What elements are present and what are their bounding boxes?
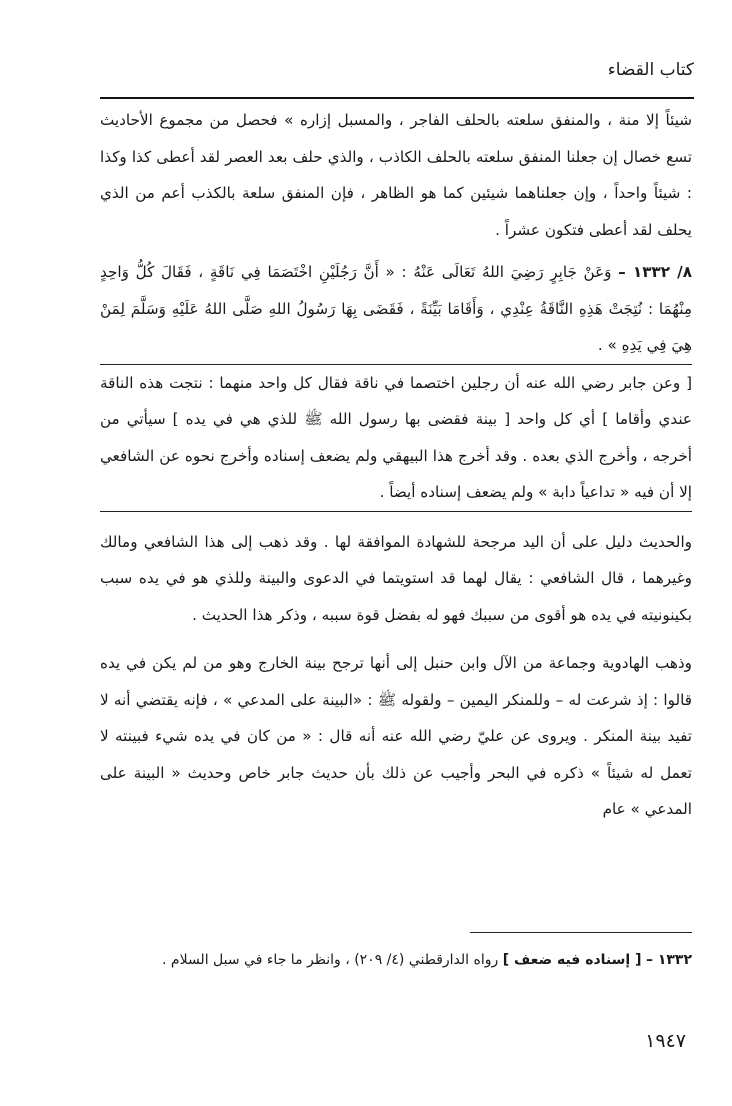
hadith-number: ٨/ ١٣٣٢ – [618,263,692,281]
header-rule [100,97,694,99]
hadith-text: وَعَنْ جَابِرٍ رَضِيَ اللهُ تَعَالَى عَنْهُ : « أَنَّ رَجُلَيْنِ اخْتَصَمَا فِي نَاقَةٍ ، فَقَالَ كُلُّ وَاحِدٍ مِنْهُمَا : نُتِجَتْ هَذِهِ النَّاقَةُ عِنْدِي ، وَأَقَامَا بَيِّنَةً ، فَقَضَى بِهَا رَسُولُ اللهِ صَلَّى اللهُ عَلَيْهِ وَسَلَّمَ لِمَنْ هِيَ فِي يَدِهِ » . [100,263,692,354]
footnote-rule [470,932,692,933]
footnote-number: ١٣٣٢ – [645,952,692,968]
footnote-grade: [ إسناده فيه ضعف ] [502,952,642,968]
footnote-text: رواه الدارقطني (٤/ ٢٠٩) ، وانظر ما جاء في سبل السلام . [162,952,499,968]
page-number: ١٩٤٧ [645,1030,686,1052]
hadith-paragraph [100,254,692,364]
paragraph-hadawiyya: وذهب الهادوية وجماعة من الآل وابن حنبل إلى أنها ترجح بينة الخارج وهو من لم يكن في يده قالوا : إذ شرعت له – وللمنكر اليمين – ولقوله ﷺ : «البينة على المدعي » ، فإنه يقتضي أنه لا تفيد بينة المنكر . ويروى عن عليّ رضي الله عنه أنه قال : « من كان في يده شيء فبينته لا تعمل له شيئاً » ذكره في البحر وأجيب عن ذلك بأن حديث جابر خاص وحديث « البينة على المدعي » عام [100,654,692,818]
paragraph-yad: والحديث دليل على أن اليد مرجحة للشهادة الموافقة لها . وقد ذهب إلى هذا الشافعي ومالك وغيرهما ، قال الشافعي : يقال لهما قد استويتما في الدعوى والبينة وللذي هو في يده سبب بكينونيته في يده هو أقوى من سببك فهو له بفضل قوة سببه ، وذكر هذا الحديث . [100,532,692,624]
footnote [100,944,692,976]
commentary-box [100,364,692,512]
running-header: كتاب القضاء [607,60,694,80]
commentary-paragraph: [ وعن جابر رضي الله عنه أن رجلين اختصما في ناقة فقال كل واحد منهما : نتجت هذه الناقة عندي وأقاما ] أي كل واحد [ بينة فقضى بها رسول الله ﷺ للذي هي في يده ] سيأتي من أخرجه ، وأخرج الذي بعده . وقد أخرج هذا البيهقي ولم يضعف إسناده وأخرج نحوه عن الشافعي إلا أن فيه « تداعياً دابة » ولم يضعف إسناده أيضاً . [100,373,692,501]
paragraph-continuation: شيئاً إلا منة ، والمنفق سلعته بالحلف الفاجر ، والمسبل إزاره » فحصل من مجموع الأحاديث تسع خصال إن جعلنا المنفق سلعته بالحلف الكاذب ، والذي حلف بعد العصر لقد أعطى كذا وكذا : شيئاً واحداً ، وإن جعلناهما شيئين كما هو الظاهر ، فإن المنفق سلعة بالكذب أعم من الذي يحلف لقد أعطى فتكون عشراً . [100,111,692,239]
main-text [100,102,692,828]
